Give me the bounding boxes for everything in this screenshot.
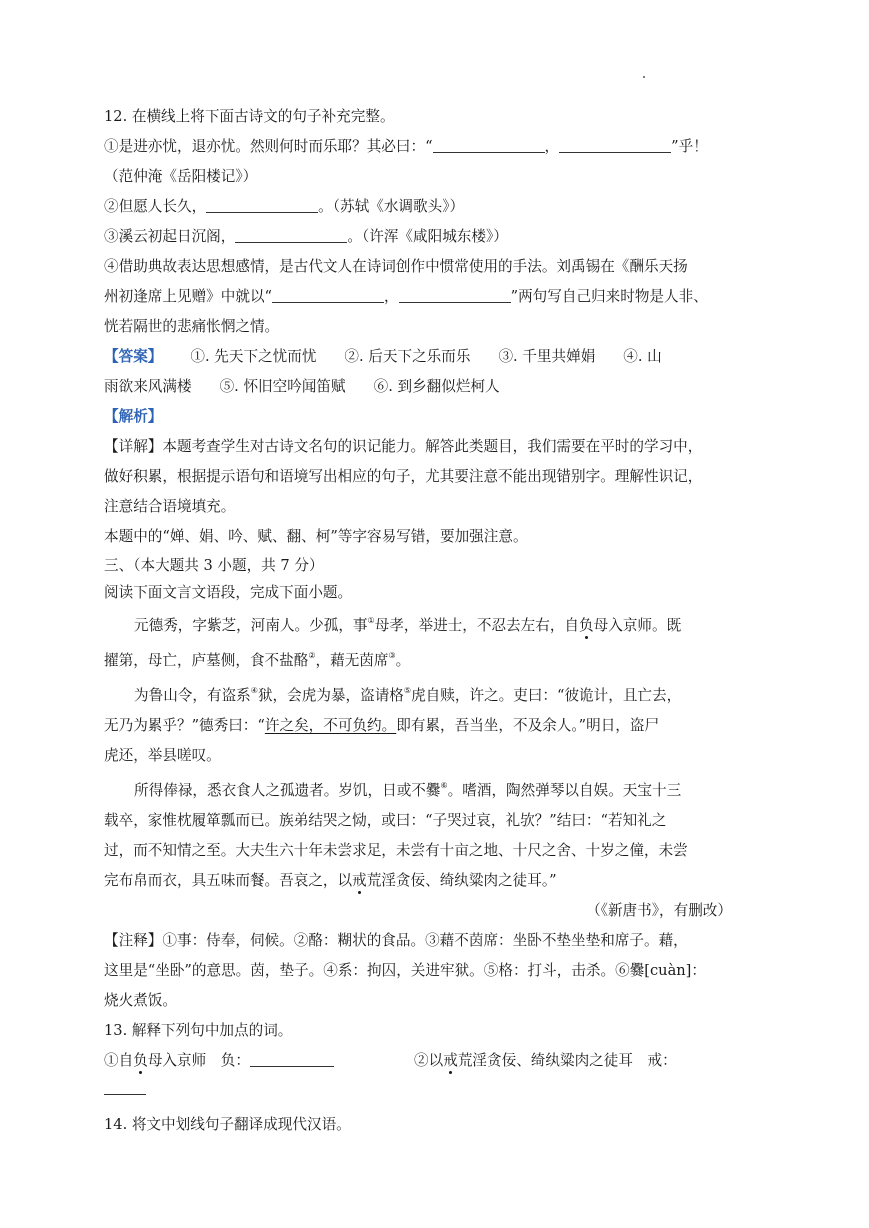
q12-item4-line1: ④借助典故表达思想感情，是古代文人在诗词创作中惯常使用的手法。刘禹锡在《酬乐天扬 [104, 258, 688, 275]
detail-line-4: 本题中的“婵、娟、吟、赋、翻、柯”等字容易写错，要加强注意。 [104, 528, 528, 545]
q13-blank-continuation [104, 1076, 746, 1106]
q12-item1-source: （范仲淹《岳阳楼记》） [104, 168, 258, 185]
passage-p3-line2: 载卒，家惟枕履箪瓢而已。族弟结哭之恸，或曰：“子哭过哀，礼欤？”结曰：“若知礼之 [104, 812, 667, 829]
q14-title: 14. 将文中划线句子翻译成现代汉语。 [104, 1116, 351, 1133]
corner-dot [643, 76, 645, 78]
q12-item4-line3: 恍若隔世的悲痛怅惘之情。 [104, 318, 280, 335]
emphasized-word: 负 [579, 617, 594, 634]
analysis-tag: 【解析】 [104, 408, 163, 425]
q12-title: 12. 在横线上将下面古诗文的句子补充完整。 [104, 108, 395, 125]
passage-p1-line1: 元德秀，字紫芝，河南人。少孤，事①母孝，举进士，不忍去左右，自负母入京师。既 [134, 616, 682, 634]
notes-line-2: 这里是“坐卧”的意思。茵，垫子。④系：拘囚，关进牢狱。⑤格：打斗，击杀。⑥爨[cuàn]： [104, 962, 706, 979]
notes-line-1: 【注释】①事：侍奉，伺候。②酪：糊状的食品。③藉不茵席：坐卧不垫坐垫和席子。藉， [104, 932, 688, 949]
answer-item: ⑤. 怀旧空吟闻笛赋 [219, 378, 346, 395]
answer-blank-8[interactable] [104, 1080, 146, 1095]
answer-blank-6[interactable] [399, 288, 511, 303]
answer-item: ②. 后天下之乐而乐 [344, 348, 471, 365]
section-heading: 三、（本大题共 3 小题，共 7 分） [104, 557, 324, 574]
q12-item1: ①是进亦忧，退亦忧。然则何时而乐耶？其必曰：“ ， ”乎！ [104, 138, 708, 155]
emphasized-word: 负 [133, 1052, 148, 1069]
answer-blank-1[interactable] [433, 138, 545, 153]
detail-line-3: 注意结合语境填充。 [104, 498, 236, 515]
answer-item: 雨欲来风满楼 [104, 378, 192, 395]
emphasized-word: 戒 [443, 1052, 458, 1069]
passage-p2-line2: 无乃为累乎？”德秀曰：“许之矣，不可负约。即有累，吾当坐，不及余人。”明日，盗尸 [104, 717, 660, 734]
underlined-sentence: 许之矣，不可负约。 [264, 717, 397, 734]
answer-blank-3[interactable] [206, 198, 318, 213]
exam-page [104, 102, 746, 1140]
answer-item: ③. 千里共婵娟 [498, 348, 596, 365]
answer-blank-2[interactable] [559, 138, 671, 153]
answer-item: ④. 山 [623, 348, 662, 365]
q12-item3: ③溪云初起日沉阁， 。（许浑《咸阳城东楼》） [104, 228, 508, 245]
answer-blank-5[interactable] [272, 288, 384, 303]
emphasized-word: 戒 [352, 872, 367, 889]
passage-p1-line2: 擢第，母亡，庐墓侧，食不盐酪②，藉无茵席③。 [104, 651, 411, 669]
notes-line-3: 烧火煮饭。 [104, 992, 177, 1009]
q13-items: ①自负母入京师 负： ②以戒荒淫贪佞、绮纨粱肉之徒耳 戒： [104, 1052, 677, 1069]
q13-title: 13. 解释下列句中加点的词。 [104, 1022, 293, 1039]
answer-item: ①. 先天下之忧而忧 [190, 348, 317, 365]
answer-line-2 [104, 372, 746, 402]
q12-item4-line2: 州初逢席上见赠》中就以“ ， ”两句写自己归来时物是人非、 [104, 288, 708, 305]
passage-p3-line4: 完布帛而衣，具五味而餐。吾哀之，以戒荒淫贪佞、绮纨粱肉之徒耳。” [104, 872, 557, 889]
answer-line-1 [104, 342, 746, 372]
detail-line-2: 做好积累，根据提示语句和语境写出相应的句子，尤其要注意不能出现错别字。理解性识记， [104, 468, 703, 485]
passage-p2-line1: 为鲁山令，有盗系④狱，会虎为暴，盗请格⑤虎自赎，许之。吏曰：“彼诡计，且亡去， [134, 686, 682, 704]
passage-p2-line3: 虎还，举县嗟叹。 [104, 747, 221, 764]
answer-blank-7[interactable] [250, 1052, 334, 1067]
answer-item: ⑥. 到乡翻似烂柯人 [373, 378, 500, 395]
passage-p3-line1: 所得俸禄，悉衣食人之孤遗者。岁饥，日或不爨⑥。嗜酒，陶然弹琴以自娱。天宝十三 [134, 781, 682, 799]
section-instruction: 阅读下面文言文语段，完成下面小题。 [104, 584, 353, 601]
passage-source: （《新唐书》，有删改） [586, 902, 732, 919]
detail-line-1: 【详解】本题考查学生对古诗文名句的识记能力。解答此类题目，我们需要在平时的学习中， [104, 438, 703, 455]
answer-tag: 【答案】 [104, 348, 163, 365]
passage-p3-line3: 过，而不知情之至。大夫生六十年未尝求足，未尝有十亩之地、十尺之舍、十岁之僮，未尝 [104, 842, 688, 859]
answer-blank-4[interactable] [235, 228, 347, 243]
q12-item2: ②但愿人长久， 。（苏轼《水调歌头》） [104, 198, 465, 215]
